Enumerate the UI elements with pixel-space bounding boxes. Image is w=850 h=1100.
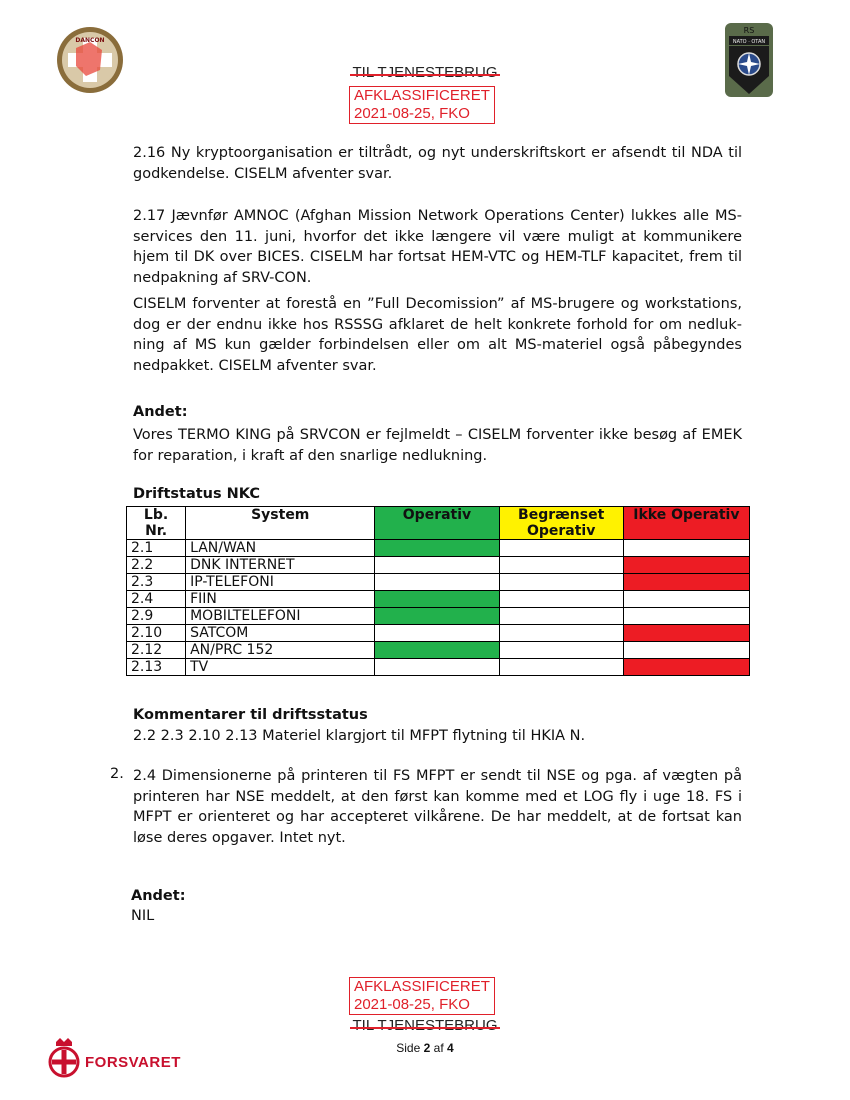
andet-nil-text: NIL	[131, 908, 155, 924]
cell-status-operativ	[375, 642, 499, 659]
cell-lbnr: 2.13	[127, 659, 186, 676]
header-ikke-operativ: Ikke Operativ	[623, 507, 749, 540]
table-row	[127, 574, 750, 591]
header-system: System	[186, 507, 375, 540]
forsvaret-wordmark: FORSVARET	[85, 1054, 181, 1071]
driftstatus-table	[126, 506, 750, 676]
cell-system: MOBILTELEFONI	[186, 608, 375, 625]
cell-system: FIIN	[186, 591, 375, 608]
dancon-logo-text: DANCON	[75, 37, 105, 44]
cell-system: LAN/WAN	[186, 540, 375, 557]
table-row	[127, 642, 750, 659]
footer-stamp-line2: 2021-08-25, FKO	[354, 996, 470, 1013]
cell-lbnr: 2.10	[127, 625, 186, 642]
cell-system: AN/PRC 152	[186, 642, 375, 659]
header-operativ: Operativ	[375, 507, 499, 540]
cell-status-ikke	[623, 625, 749, 642]
cell-lbnr: 2.1	[127, 540, 186, 557]
cell-lbnr: 2.4	[127, 591, 186, 608]
table-row	[127, 557, 750, 574]
table-header-row	[127, 507, 750, 540]
header-declassified-stamp	[349, 86, 495, 124]
cell-status-operativ	[375, 540, 499, 557]
cell-status-begraenset	[499, 574, 623, 591]
cell-status-operativ	[375, 591, 499, 608]
forsvaret-crown-icon	[46, 1036, 82, 1078]
cell-system: TV	[186, 659, 375, 676]
cell-lbnr: 2.9	[127, 608, 186, 625]
cell-status-ikke	[623, 540, 749, 557]
page-number: Side 2 af 4	[396, 1041, 454, 1055]
andet-nil-heading: Andet:	[131, 888, 186, 904]
rs-badge-subtext: NATO · OTAN	[732, 39, 766, 45]
cell-status-ikke	[623, 608, 749, 625]
paragraph-2-17: 2.17 Jævnfør AMNOC (Afghan Mission Network Operations Center) lukkes alle MS-services den 11. juni, hvorfor det ikke længere vil være muligt at kommunikere hjem til DK over BICES. CISELM har fortsat HEM-VTC og HEM-TLF kapacitet, frem til nedpakning af SRV-CON.	[133, 208, 742, 286]
cell-status-begraenset	[499, 591, 623, 608]
stamp-line1: AFKLASSIFICERET	[354, 87, 490, 104]
header-classification: TIL TJENESTEBRUG	[352, 64, 498, 81]
cell-status-ikke	[623, 591, 749, 608]
cell-system: SATCOM	[186, 625, 375, 642]
cell-system: IP-TELEFONI	[186, 574, 375, 591]
footer-declassified-stamp	[349, 977, 495, 1015]
cell-status-operativ	[375, 608, 499, 625]
kommentarer-text: 2.2 2.3 2.10 2.13 Materiel klargjort til MFPT flytning til HKIA N.	[133, 728, 586, 744]
cell-status-operativ	[375, 557, 499, 574]
cell-status-begraenset	[499, 557, 623, 574]
cell-status-begraenset	[499, 540, 623, 557]
rs-nato-badge	[724, 22, 774, 98]
rs-badge-text: RS	[743, 26, 755, 35]
cell-status-begraenset	[499, 625, 623, 642]
table-row	[127, 591, 750, 608]
header-begraenset: Begrænset Operativ	[499, 507, 623, 540]
table-row	[127, 659, 750, 676]
andet-heading: Andet:	[133, 404, 188, 420]
stamp-line2: 2021-08-25, FKO	[354, 105, 470, 122]
table-body	[127, 540, 750, 676]
footer-classification: TIL TJENESTEBRUG	[352, 1017, 498, 1034]
cell-status-operativ	[375, 574, 499, 591]
cell-status-begraenset	[499, 608, 623, 625]
cell-status-ikke	[623, 642, 749, 659]
footer-stamp-line1: AFKLASSIFICERET	[354, 978, 490, 995]
cell-status-ikke	[623, 574, 749, 591]
cell-status-ikke	[623, 557, 749, 574]
driftstatus-heading: Driftstatus NKC	[133, 486, 261, 502]
item-2-text: 2.4 Dimensionerne på printeren til FS MFPT er sendt til NSE og pga. af vægten på printeren har NSE meddelt, at den først kan komme med et LOG fly i uge 18. FS i MFPT er orienteret og har accepteret vilkårene. De har meddelt, at de fortsat kan løse deres opgaver. Intet nyt.	[133, 768, 742, 846]
cell-status-begraenset	[499, 659, 623, 676]
cell-status-begraenset	[499, 642, 623, 659]
andet-text: Vores TERMO KING på SRVCON er fejlmeldt – CISELM forventer ikke besøg af EMEK for reparation, i kraft af den snarlige nedlukning.	[133, 427, 742, 464]
cell-lbnr: 2.2	[127, 557, 186, 574]
paragraph-decomission: CISELM forventer at forestå en ”Full Decomission” af MS-brugere og workstations, dog er der endnu ikke hos RSSSG afklaret de helt konkrete forhold for om nedluk-ning af MS kun gælder forbindelsen eller om alt MS-materiel også påbegyndes nedpakket. CISELM afventer svar.	[133, 296, 742, 374]
paragraph-2-16: 2.16 Ny kryptoorganisation er tiltrådt, og nyt underskriftskort er afsendt til NDA til godkendelse. CISELM afventer svar.	[133, 145, 742, 182]
header-lbnr: Lb. Nr.	[127, 507, 186, 540]
cell-lbnr: 2.3	[127, 574, 186, 591]
table-row	[127, 625, 750, 642]
table-row	[127, 540, 750, 557]
cell-system: DNK INTERNET	[186, 557, 375, 574]
kommentarer-heading: Kommentarer til driftsstatus	[133, 707, 368, 723]
item-2-number: 2.	[110, 766, 124, 782]
dancon-logo	[56, 26, 124, 94]
cell-status-ikke	[623, 659, 749, 676]
cell-status-operativ	[375, 625, 499, 642]
table-row	[127, 608, 750, 625]
cell-lbnr: 2.12	[127, 642, 186, 659]
cell-status-operativ	[375, 659, 499, 676]
